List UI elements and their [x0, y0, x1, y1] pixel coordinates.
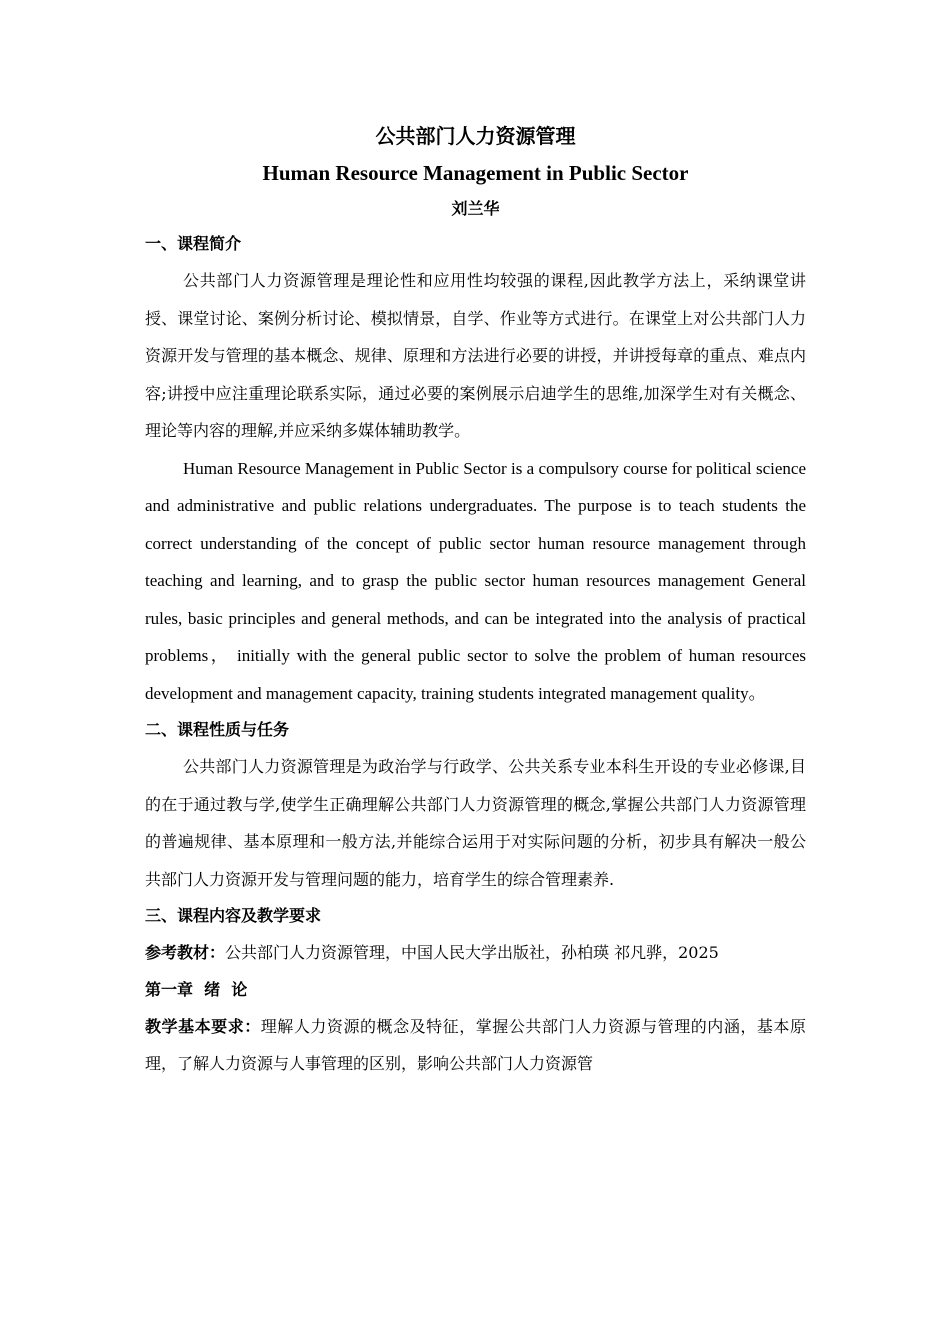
- section-heading-content: 三、课程内容及教学要求: [145, 906, 322, 925]
- textbook-text: 公共部门人力资源管理，中国人民大学出版社，孙柏瑛 祁凡骅，2025: [225, 943, 719, 962]
- textbook-label: 参考教材：: [145, 943, 226, 962]
- intro-paragraph-en: Human Resource Management in Public Sector is a compulsory course for political science and administrative and public relations undergraduates. The purpose is to teach students the correct understanding of the concept of public sector human resource management through teaching and learning, and to grasp the public sector human resources management General rules, basic principles and general methods, and can be integrated into the analysis of practical problems， initially with the general public sector to solve the problem of human resources development and management capacity, training students integrated management quality。: [145, 458, 806, 703]
- title-chinese: 公共部门人力资源管理: [375, 124, 576, 148]
- intro-paragraph-cn: 公共部门人力资源管理是理论性和应用性均较强的课程,因此教学方法上，采纳课堂讲授、课堂讨论、案例分析讨论、模拟情景，自学、作业等方式进行。在课堂上对公共部门人力资源开发与管理的基本概念、规律、原理和方法进行必要的讲授，并讲授每章的重点、难点内容;讲授中应注重理论联系实际，通过必要的案例展示启迪学生的思维,加深学生对有关概念、理论等内容的理解,并应采纳多媒体辅助教学。: [145, 271, 806, 440]
- requirements-label: 教学基本要求：: [145, 1016, 261, 1036]
- document-page: [145, 118, 806, 1083]
- textbook-line: [145, 934, 806, 972]
- chapter-heading: 第一章 绪 论: [145, 979, 248, 999]
- author-name: 刘兰华: [451, 199, 500, 218]
- requirements-text: 理解人力资源的概念及特征，掌握公共部门人力资源与管理的内涵，基本原理，了解人力资源与人事管理的区别，影响公共部门人力资源管: [145, 1016, 806, 1073]
- title-english: Human Resource Management in Public Sector: [262, 161, 689, 185]
- section-heading-nature: 二、课程性质与任务: [145, 720, 290, 739]
- nature-paragraph: 公共部门人力资源管理是为政治学与行政学、公共关系专业本科生开设的专业必修课,目的在于通过教与学,使学生正确理解公共部门人力资源管理的概念,掌握公共部门人力资源管理的普遍规律、基本原理和一般方法,并能综合运用于对实际问题的分析，初步具有解决一般公共部门人力资源开发与管理问题的能力，培育学生的综合管理素养.: [145, 757, 806, 889]
- section-heading-intro: 一、课程简介: [145, 234, 242, 253]
- requirements-line: [145, 1008, 806, 1083]
